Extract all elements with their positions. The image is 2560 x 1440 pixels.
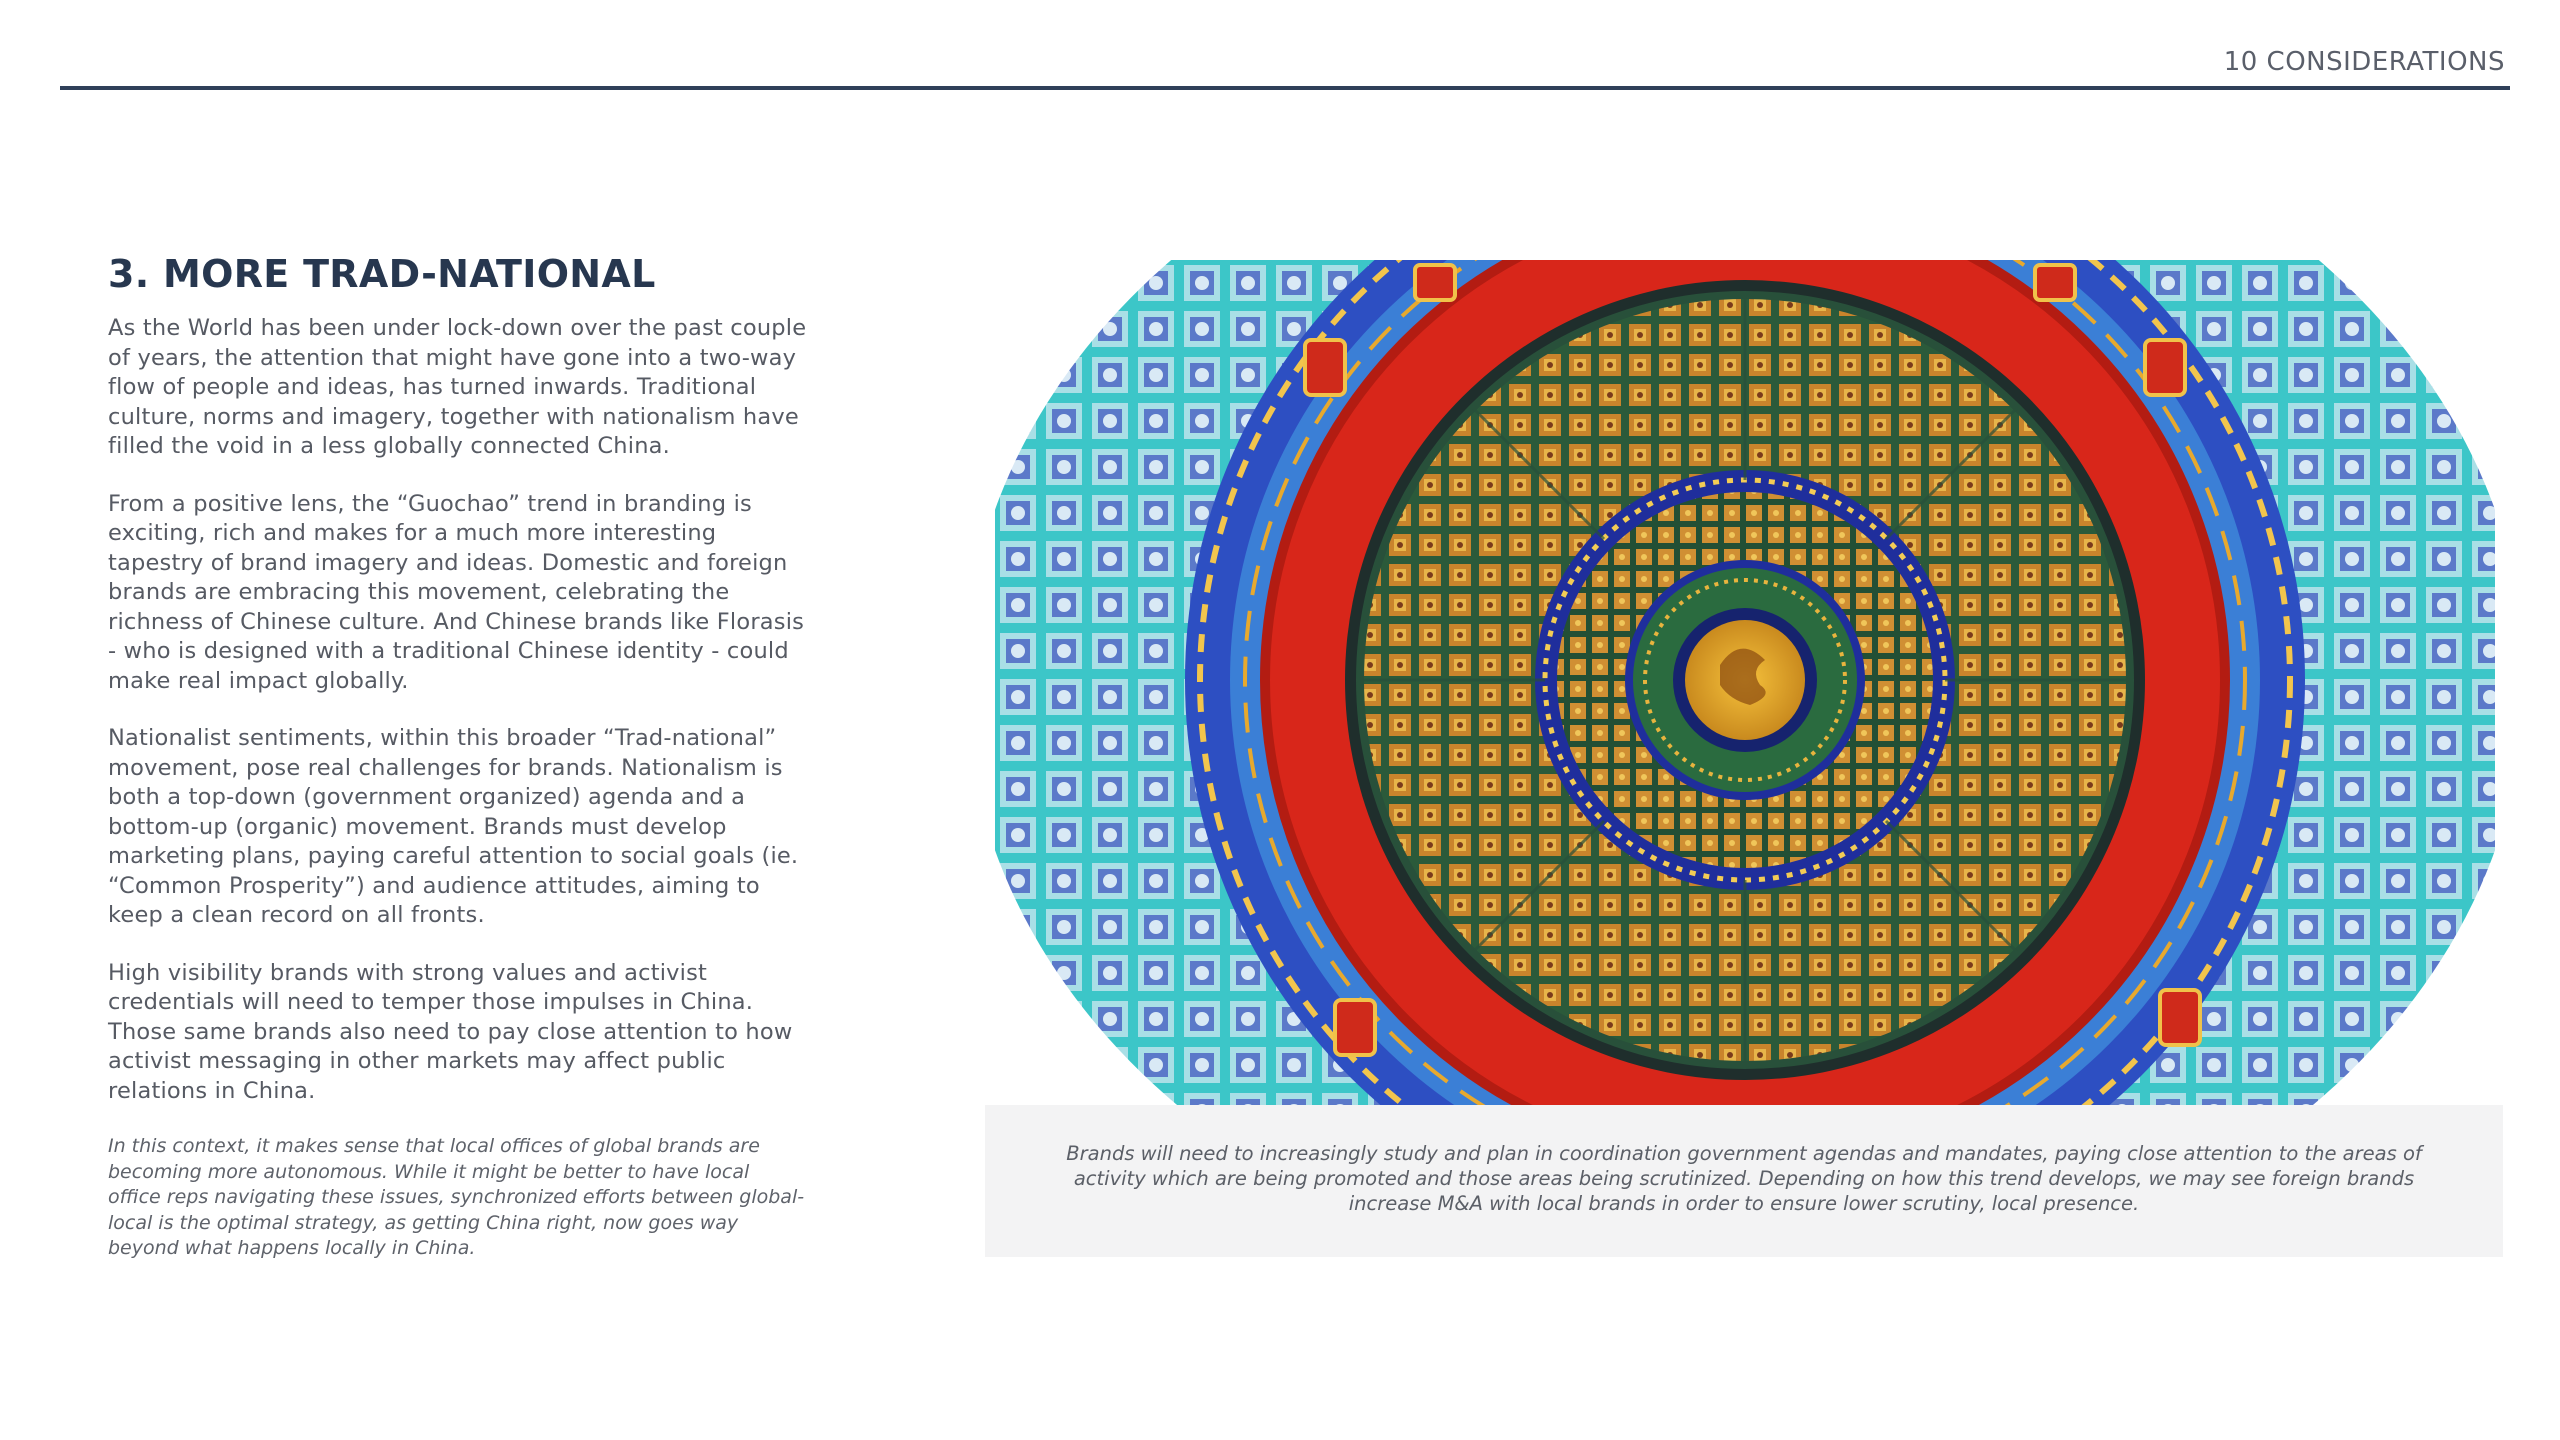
text-column bbox=[108, 252, 808, 1262]
temple-ceiling-photo bbox=[995, 260, 2495, 1105]
caption-panel bbox=[985, 1105, 2503, 1257]
ornate-temple-ceiling-icon bbox=[995, 260, 2495, 1105]
italic-note: In this context, it makes sense that local offices of global brands are becoming more autonomous. While it might be better to have local office reps navigating these issues, synchronized efforts between global-local is the optimal strategy, as getting China right, now goes way beyond what happens locally in China. bbox=[108, 1135, 805, 1259]
section-title: 3. MORE TRAD-NATIONAL bbox=[108, 252, 656, 296]
image-caption: Brands will need to increasingly study and plan in coordination government agendas and mandates, paying close attention to the areas of activity which are being promoted and those areas being scrutinized. Depending on how this trend develops, we may see foreign brands increase M&A with local brands in order to ensure lower scrutiny, local presence. bbox=[1066, 1142, 2422, 1215]
body-paragraph-4: High visibility brands with strong values and activist credentials will need to temper those impulses in China. Those same brands also need to pay close attention to how activist messaging in other markets may affect public relations in China. bbox=[108, 959, 793, 1104]
body-paragraph-3: Nationalist sentiments, within this broader “Trad-national” movement, pose real challenges for brands. Nationalism is both a top-down (government organized) agenda and a bottom-up (organic) movement. Brands must develop marketing plans, paying careful attention to social goals (ie. “Common Prosperity”) and audience attitudes, aiming to keep a clean record on all fronts. bbox=[108, 725, 799, 928]
body-paragraph-1: As the World has been under lock-down over the past couple of years, the attention that might have gone into a two-way flow of people and ideas, has turned inwards. Traditional culture, norms and imagery, together with nationalism have filled the void in a less globally connected China. bbox=[108, 315, 807, 459]
header-divider bbox=[60, 86, 2510, 90]
body-paragraph-2: From a positive lens, the “Guochao” trend in branding is exciting, rich and makes for a much more interesting tapestry of brand imagery and ideas. Domestic and foreign brands are embracing this movement, celebrating the richness of Chinese culture. And Chinese brands like Florasis - who is designed with a traditional Chinese identity - could make real impact globally. bbox=[108, 490, 805, 694]
section-header-label: 10 CONSIDERATIONS bbox=[2223, 47, 2505, 77]
